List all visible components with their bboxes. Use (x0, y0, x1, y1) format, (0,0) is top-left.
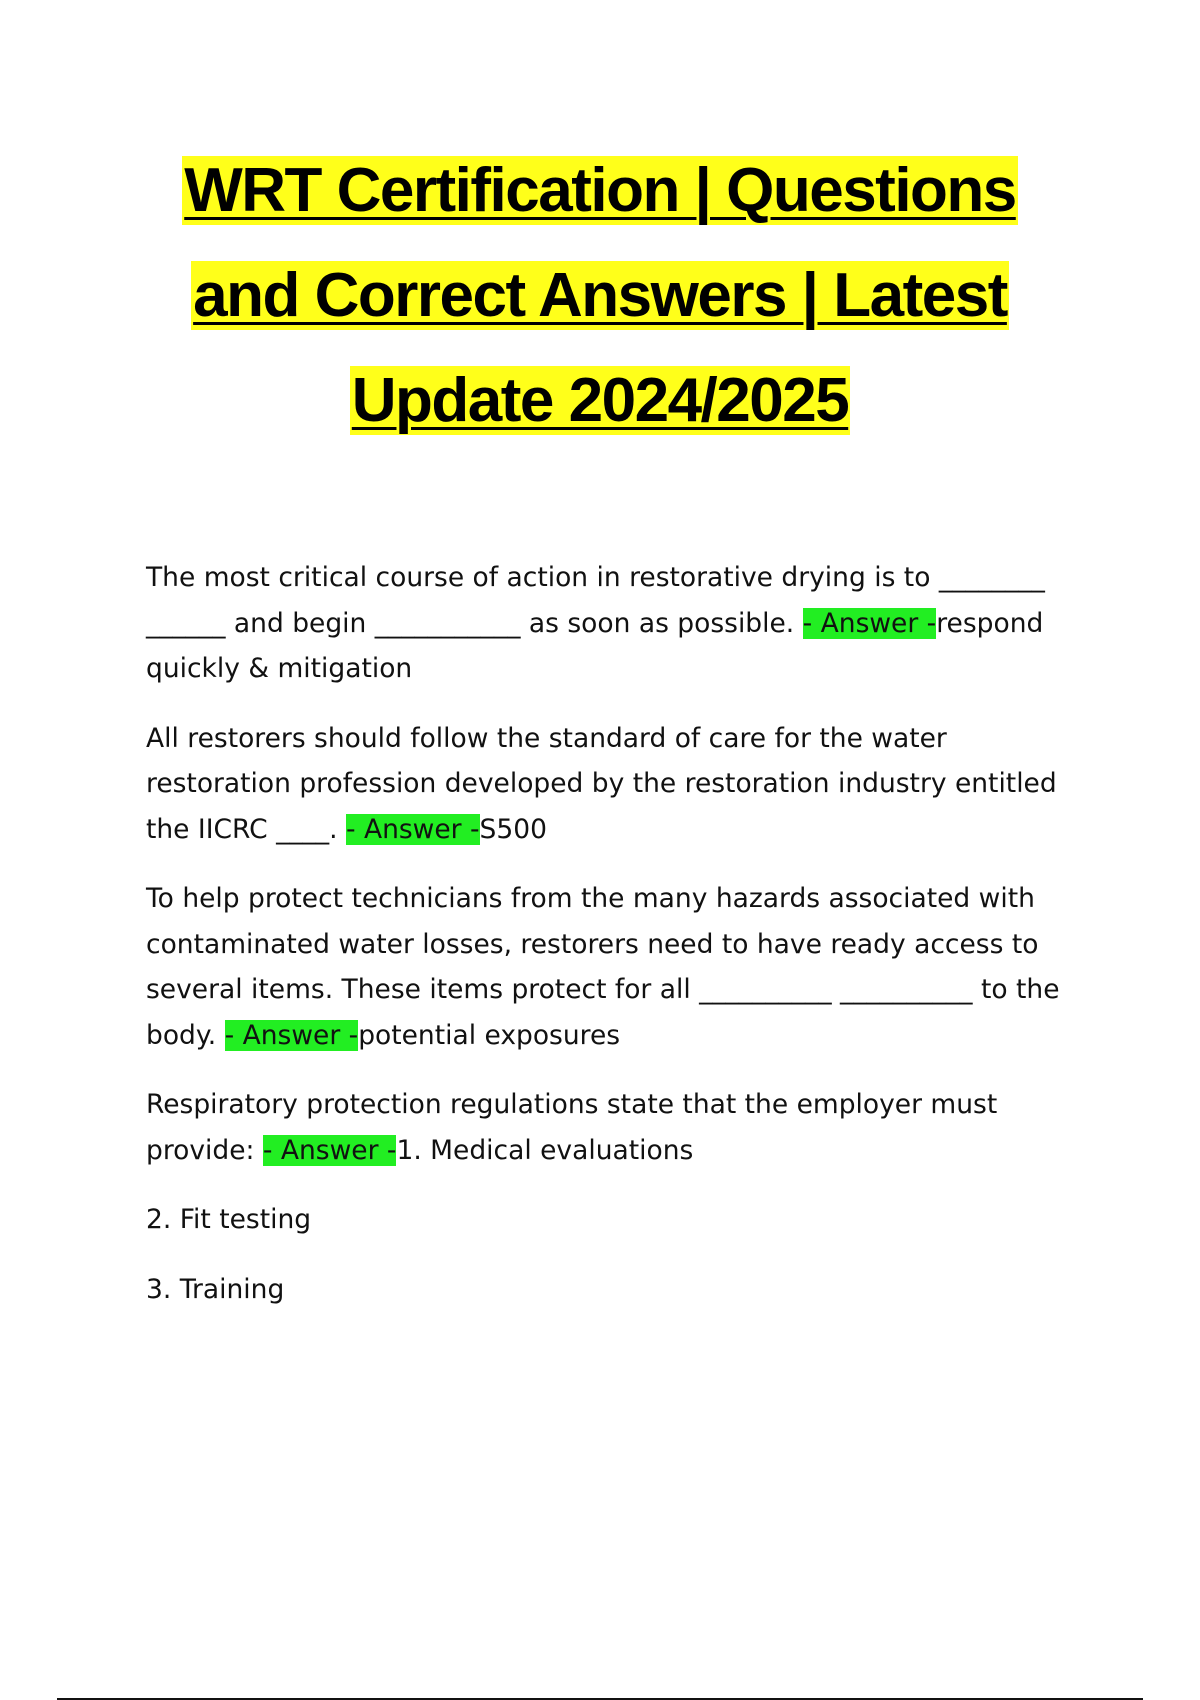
qa-item-4 (146, 1082, 1096, 1173)
question-text: To help protect technicians from the many hazards associated with contaminated water losses, restorers need to have ready access to several items. These items protect for all __________ __________ to the (146, 883, 1060, 1005)
answer-text: S500 (479, 813, 547, 845)
qa-list (146, 555, 1096, 1336)
qa-item-1 (146, 555, 1096, 692)
question-text-continued: body. (146, 1019, 217, 1051)
question-text: All restorers should follow the standard of care for the water restoration profession developed by the restoration industry entitled the IICRC (146, 722, 1057, 845)
question-text-continued: ______ and begin ___________ as soon as possible. (146, 607, 795, 639)
answer-marker: - Answer - (802, 607, 937, 639)
question-text-continued: provide: (146, 1134, 255, 1166)
answer-marker: - Answer - (224, 1019, 359, 1051)
answer-text: respond quickly & mitigation (146, 607, 1044, 684)
qa-item-2 (146, 716, 1096, 853)
question-text: Respiratory protection regulations state that the employer must (146, 1089, 998, 1120)
document-title (0, 138, 1200, 453)
list-item-training: 3. Training (146, 1273, 285, 1305)
question-text: The most critical course of action in restorative drying is to ________ (146, 562, 1045, 593)
answer-text: potential exposures (358, 1019, 621, 1051)
title-line-3: Update 2024/2025 (351, 366, 849, 435)
question-text-continued: ____. (276, 813, 338, 845)
answer-marker: - Answer - (345, 813, 480, 845)
qa-item-3 (146, 876, 1096, 1058)
title-line-2: and Correct Answers | Latest (193, 261, 1007, 330)
answer-text: 1. Medical evaluations (396, 1134, 694, 1166)
list-item-fit-testing: 2. Fit testing (146, 1204, 312, 1235)
answer-marker: - Answer - (262, 1134, 397, 1166)
title-line-1: WRT Certification | Questions (184, 156, 1016, 225)
